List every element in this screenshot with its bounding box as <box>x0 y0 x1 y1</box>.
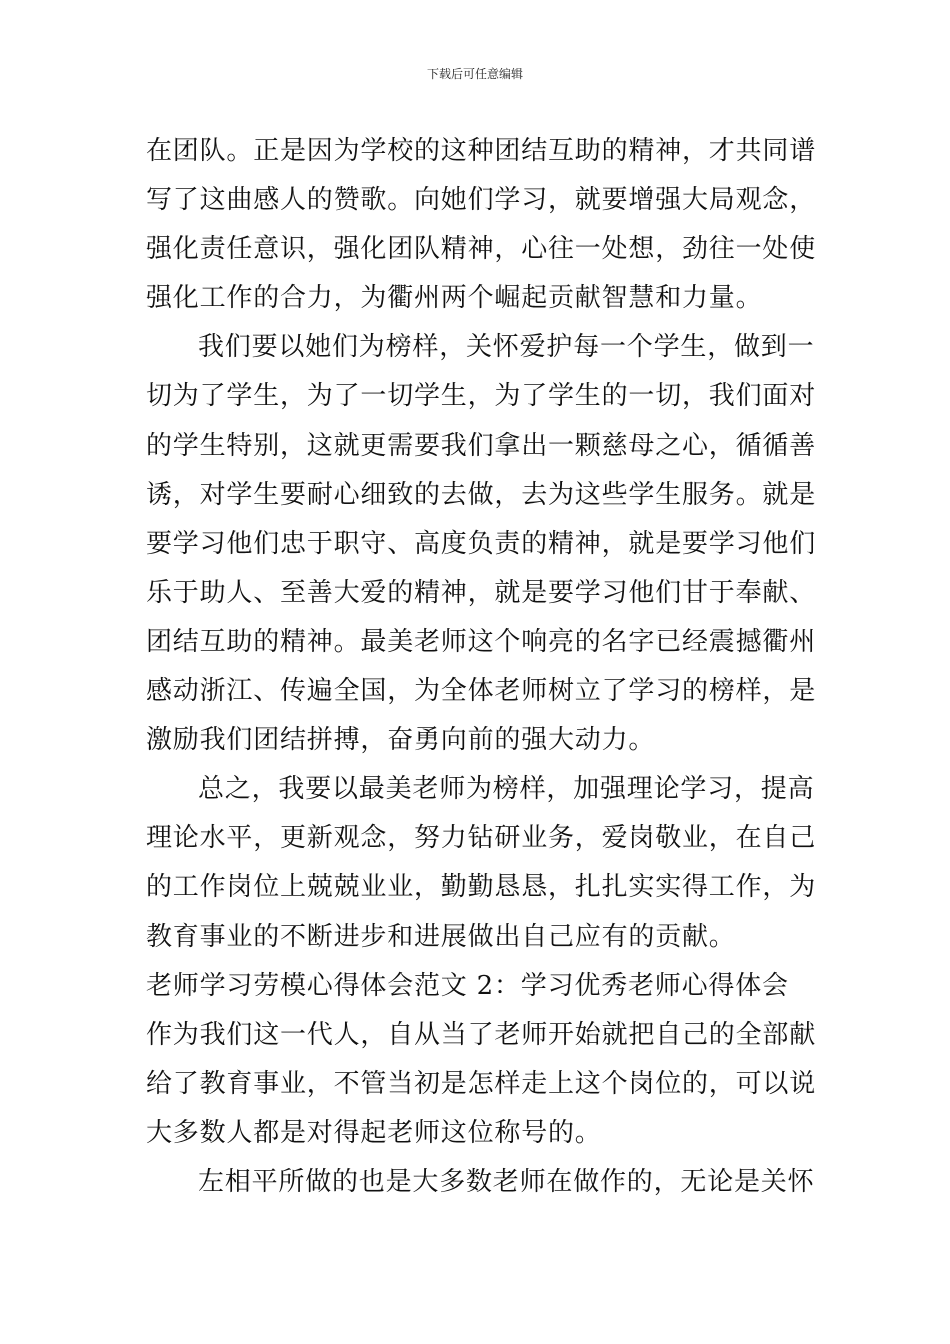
text-line: 诱，对学生要耐心细致的去做，去为这些学生服务。就是 <box>146 479 817 510</box>
text-line: 切为了学生，为了一切学生，为了学生的一切，我们面对 <box>146 381 817 412</box>
text-line: 激励我们团结拼搏，奋勇向前的强大动力。 <box>146 725 656 756</box>
text-line: 要学习他们忠于职守、高度负责的精神，就是要学习他们 <box>146 528 817 559</box>
text-line: 教育事业的不断进步和进展做出自己应有的贡献。 <box>146 921 736 952</box>
text-line: 大多数人都是对得起老师这位称号的。 <box>146 1117 602 1148</box>
text-line: 乐于助人、至善大爱的精神，就是要学习他们甘于奉献、 <box>146 577 817 608</box>
text-line: 在团队。正是因为学校的这种团结互助的精神，才共同谱 <box>146 136 817 166</box>
text-line: 写了这曲感人的赞歌。向她们学习，就要增强大局观念， <box>146 185 817 216</box>
text-line: 的学生特别，这就更需要我们拿出一颗慈母之心，循循善 <box>146 430 817 461</box>
document-body <box>146 127 817 1207</box>
text-line: 左相平所做的也是大多数老师在做作的，无论是关怀 <box>198 1166 815 1197</box>
text-line: 强化工作的合力，为衢州两个崛起贡献智慧和力量。 <box>146 283 763 314</box>
text-line: 理论水平，更新观念，努力钻研业务，爱岗敬业，在自己 <box>146 823 817 854</box>
text-line: 我们要以她们为榜样，关怀爱护每一个学生，做到一 <box>198 332 815 363</box>
text-line: 感动浙江、传遍全国，为全体老师树立了学习的榜样，是 <box>146 676 817 707</box>
text-line: 总之，我要以最美老师为榜样，加强理论学习，提高 <box>198 774 815 805</box>
text-line: 团结互助的精神。最美老师这个响亮的名字已经震撼衢州 <box>146 626 817 657</box>
text-line: 强化责任意识，强化团队精神，心往一处想，劲往一处使 <box>146 234 817 265</box>
page-header: 下载后可任意编辑 <box>426 67 523 81</box>
text-line: 给了教育事业，不管当初是怎样走上这个岗位的，可以说 <box>146 1068 817 1099</box>
text-line: 的工作岗位上兢兢业业，勤勤恳恳，扎扎实实得工作，为 <box>146 872 817 903</box>
text-line: 作为我们这一代人，自从当了老师开始就把自己的全部献 <box>146 1019 817 1050</box>
text-line: 老师学习劳模心得体会范文 2：学习优秀老师心得体会 <box>146 970 789 1001</box>
